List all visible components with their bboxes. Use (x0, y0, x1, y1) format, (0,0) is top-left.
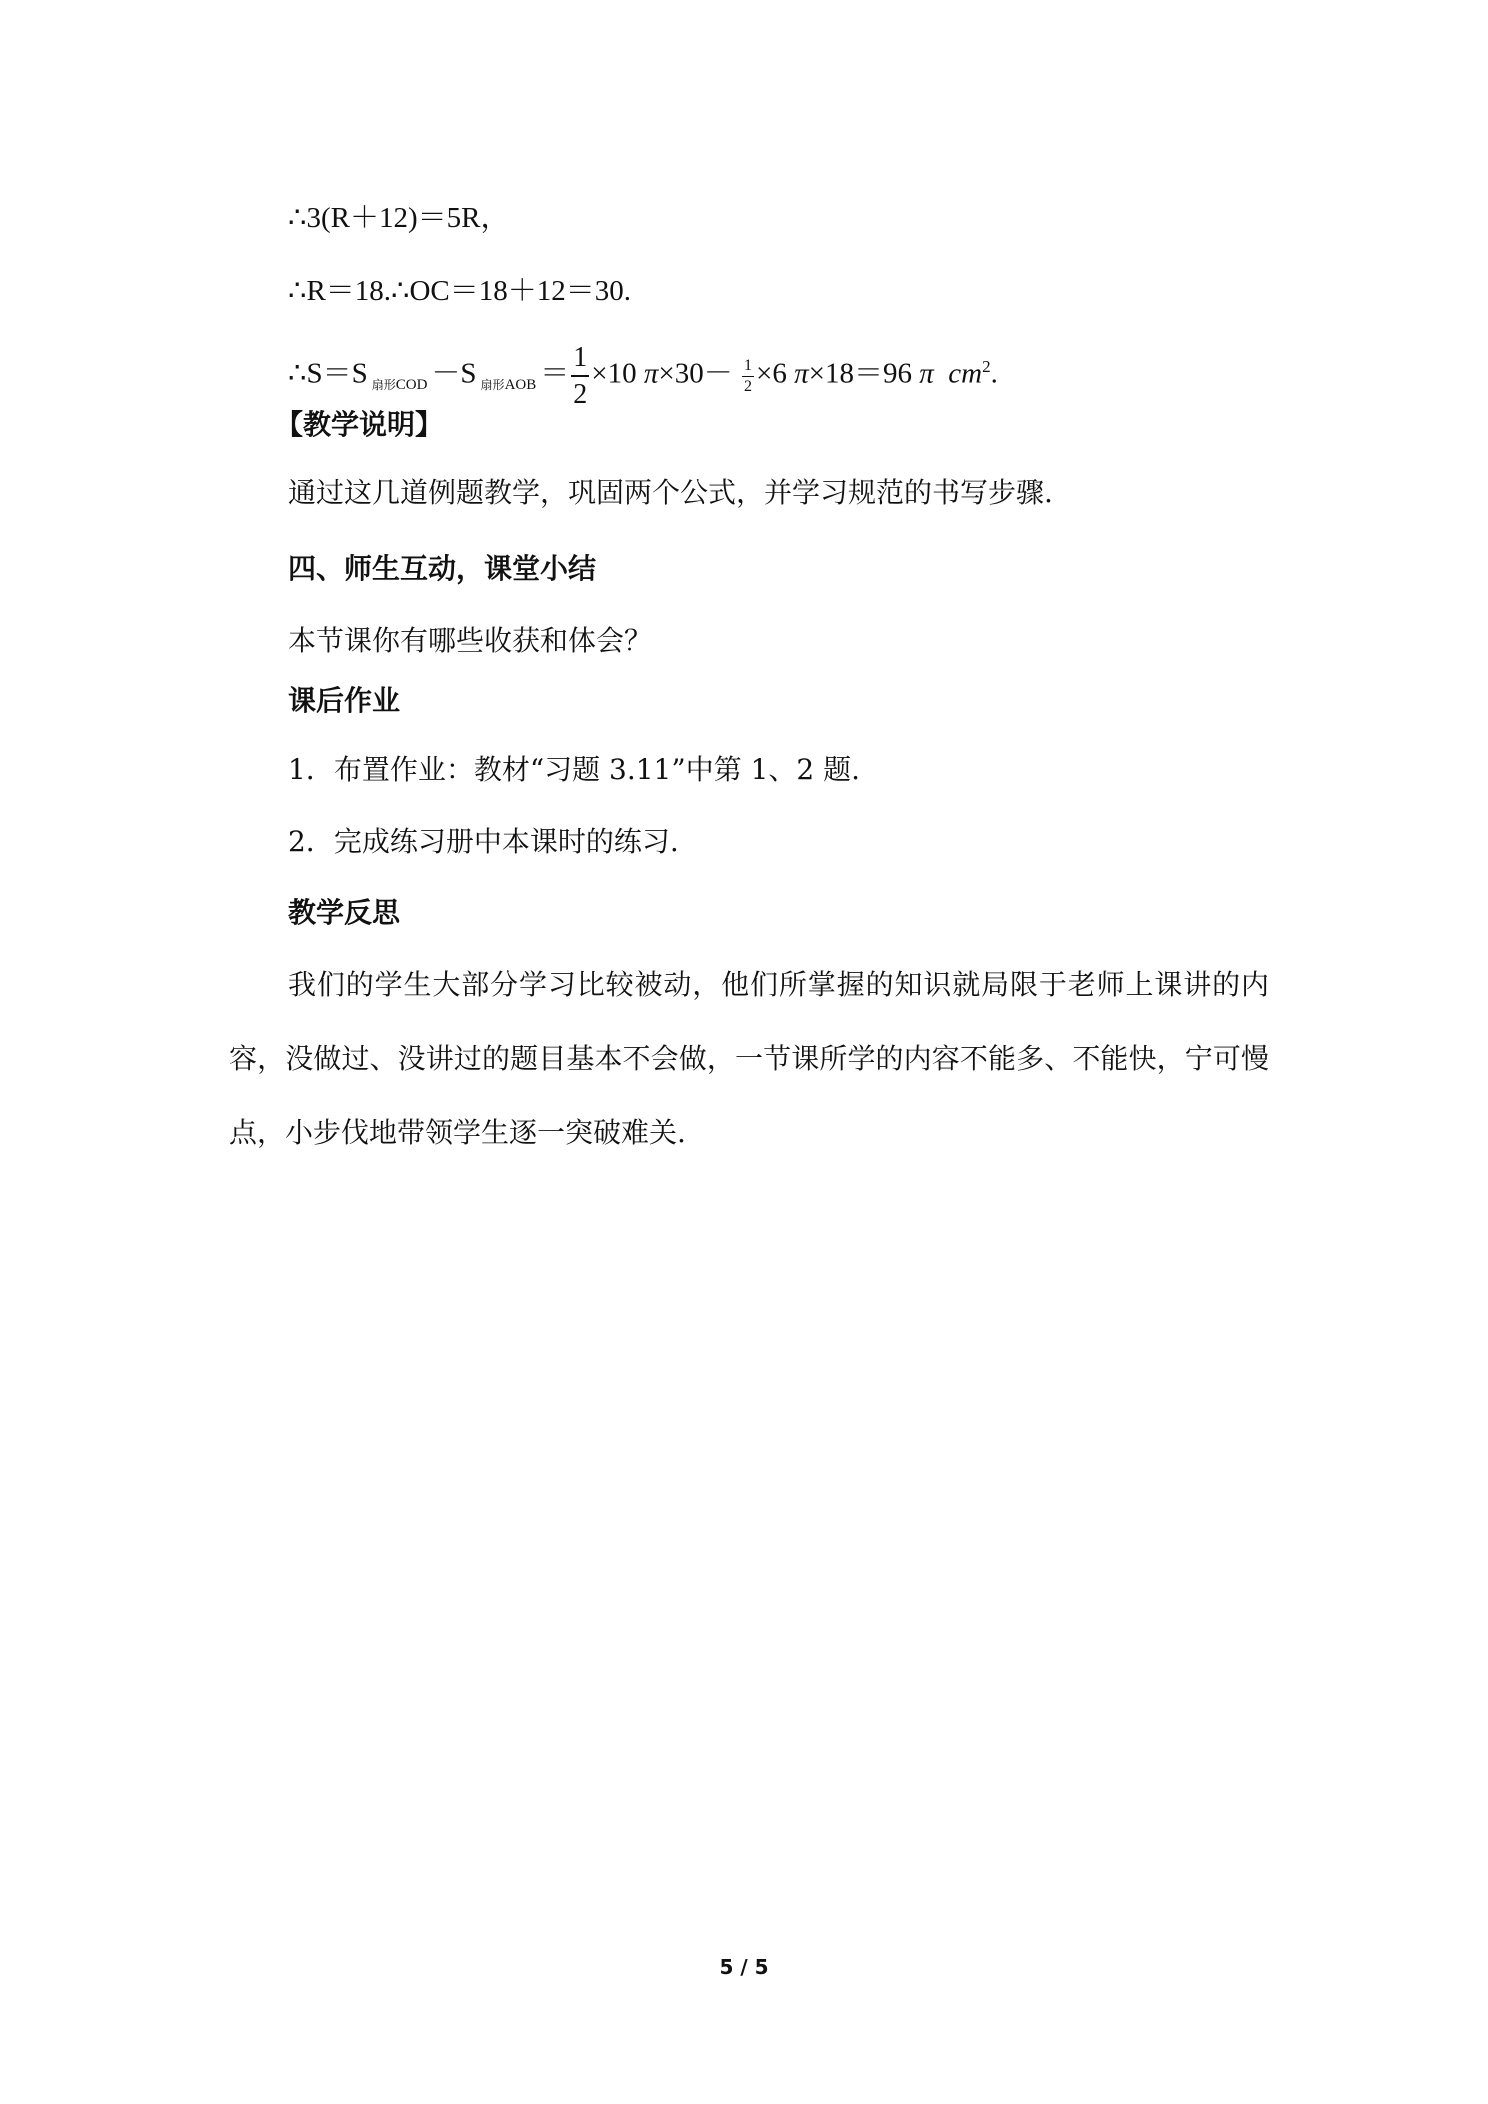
page-number: 5 / 5 (719, 1955, 769, 1979)
unit-cm: cm (948, 357, 983, 390)
pi-symbol: π (919, 357, 934, 390)
math-part-1: ×10 (591, 357, 637, 390)
fraction-denominator: 2 (573, 378, 588, 410)
math-line-1: ∴3(R＋12)＝5R， (288, 202, 510, 234)
homework-item-1: 1．布置作业：教材“习题 3.11”中第 1、2 题. (288, 753, 861, 786)
fraction-one-half (571, 341, 589, 410)
subscript-latin: AOB (504, 376, 537, 393)
math-end-period: . (990, 357, 998, 390)
homework-item-2: 2．完成练习册中本课时的练习. (288, 825, 679, 858)
math-part-2: ×30－ (658, 357, 733, 390)
fraction-denominator: 2 (744, 377, 752, 395)
pi-symbol: π (643, 357, 659, 390)
heading-teaching-note: 【教学说明】 (275, 408, 444, 441)
math-s-prefix: ∴S＝S (288, 357, 368, 390)
heading-reflection: 教学反思 (288, 896, 401, 929)
subscript-cjk: 扇形 (480, 377, 505, 392)
teaching-note-text: 通过这几道例题教学，巩固两个公式，并学习规范的书写步骤. (288, 476, 1053, 509)
section-4-question: 本节课你有哪些收获和体会？ (288, 624, 653, 657)
heading-homework: 课后作业 (288, 684, 401, 717)
subscript-sector-aob (477, 377, 541, 393)
unit-exponent: 2 (982, 357, 991, 376)
math-minus-s: －S (431, 357, 477, 390)
subscript-sector-cod (368, 377, 432, 393)
fraction-one-half-small (742, 358, 754, 395)
math-line-3 (288, 338, 998, 414)
math-part-4: ×18＝96 (808, 357, 912, 390)
subscript-cjk: 扇形 (371, 377, 396, 392)
reflection-paragraph: 我们的学生大部分学习比较被动，他们所掌握的知识就局限于老师上课讲的内容，没做过、没讲过的题目基本不会做，一节课所学的内容不能多、不能快，宁可慢点，小步伐地带领学生逐一突破难关. (229, 968, 1269, 1149)
fraction-numerator: 1 (571, 344, 589, 377)
pi-symbol: π (794, 357, 809, 390)
math-line-2: ∴R＝18.∴OC＝18＋12＝30. (288, 275, 632, 307)
math-part-3: ×6 (756, 357, 787, 390)
math-equals: ＝ (540, 357, 570, 390)
subscript-latin: COD (395, 376, 428, 393)
fraction-numerator: 1 (742, 358, 754, 377)
heading-section-4: 四、师生互动，课堂小结 (288, 552, 597, 585)
